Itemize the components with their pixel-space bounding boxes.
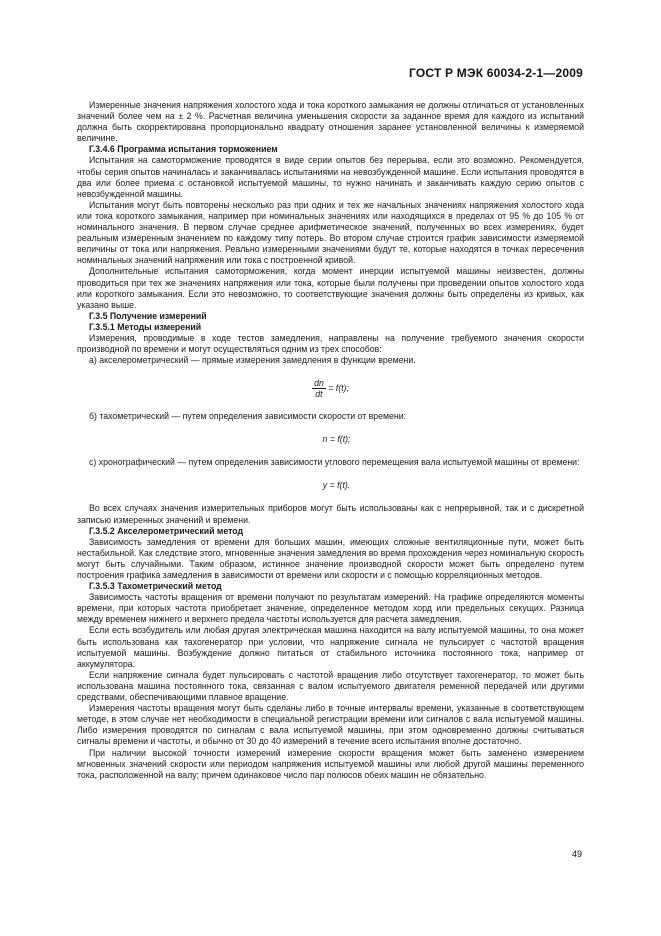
paragraph: Если есть возбудитель или любая другая электрическая машина находится на валу испытуемой машины, то она может быть использована как тахогенератор при условии, что напряжение сигнала не пульсирует с частотой вращения испытуемой машины. Возбуждение должно питаться от стабильного источника постоянного тока, например от аккумулятора. [77, 625, 584, 669]
paragraph: При наличии высокой точности измерений измерение скорости вращения может быть заменено измерением мгновенных значений скорости или периодом напряжения испытуемой машины или любой другой машины переменного тока, расположенной на валу; причем одинаковое число пар полюсов обеих машин не обязательно. [77, 747, 584, 780]
paragraph: Дополнительные испытания самоторможения, когда момент инерции испытуемой машины неизвестен, должны проводиться при тех же значениях напряжения или тока, которые были получены при проведении опытов холостого хода или короткого замыкания. Если это невозможно, то соответствующие значения должны быть определены из кривых, как указано выше. [77, 266, 584, 310]
document-body [77, 100, 584, 781]
list-item: с) хронографический — путем определения зависимости углового перемещения вала испытуемой машины от времени: [89, 457, 580, 468]
paragraph: Измерения частоты вращения могут быть сделаны либо в точные интервалы времени, указанные в соответствующем методе, в этом случае нет необходимости в специальной регистрации времени или сигналов с вала испытуемой машины. Либо измерения проводятся по сигналам с вала испытуемой машины, при этом одновременно должны считываться сигналы времени и частоты, и обычно от 30 до 40 измерений в течение всего испытания вполне достаточно. [77, 703, 584, 747]
section-heading: Г.3.5.2 Акселерометрический метод [89, 525, 244, 536]
section-heading: Г.3.5.1 Методы измерений [89, 321, 202, 332]
derivative-fraction [312, 378, 326, 399]
formula-tachometric: n = f(t); [322, 434, 351, 445]
paragraph: Испытания на самоторможение проводятся в виде серии опытов без перерыва, если это возможно. Рекомендуется, чтобы серия опытов начиналась и заканчивалась испытаниями на невозбужденной машине. Если испытания проводятся в два или более приема с остановкой испытуемой машины, то нужно начинать и заканчивать каждую серию опытов с невозбужденной машины. [77, 155, 584, 199]
standard-code-header: ГОСТ Р МЭК 60034-2-1—2009 [409, 66, 583, 80]
formula-acceleration [77, 378, 584, 399]
page-number: 49 [571, 849, 582, 859]
paragraph: Измерения, проводимые в ходе тестов замедления, направлены на получение требуемого значения скорости производной по времени и могут осуществляться одним из трех способов: [77, 332, 584, 355]
fraction-numerator: dn [314, 378, 324, 389]
paragraph: Измеренные значения напряжения холостого хода и тока короткого замыкания не должны отличаться от установленных значений более чем на ± 2 %. Расчетная величина уменьшения скорости за заданное время для каждого из испытаний должна быть скорректирована пропорционально квадрату отношения заранее установленной величины к измеряемой величине. [77, 100, 584, 144]
fraction-denominator: dt [315, 389, 323, 400]
section-heading: Г.3.4.6 Программа испытания торможением [89, 144, 278, 155]
paragraph: Зависимость частоты вращения от времени получают по результатам измерений. На графике определяются моменты времени, при которых частота приобретает значение, определенное методом хорд или предельных секущих. Разница между временем нижнего и верхнего предела частоты используется для расчета замедления. [77, 592, 584, 625]
formula-chronographic: y = f(t). [322, 480, 351, 491]
section-heading: Г.3.5 Получение измерений [89, 310, 207, 321]
list-item: а) акселерометрический — прямые измерения замедления в функции времени. [89, 355, 416, 366]
paragraph: Во всех случаях значения измерительных приборов могут быть использованы как с непрерывной, так и с дискретной записью измеренных значений и времени. [77, 503, 584, 525]
list-item: б) тахометрический — путем определения зависимости скорости от времени: [89, 411, 407, 422]
formula-rest: = f(t); [325, 383, 349, 394]
section-heading: Г.3.5.3 Тахометрический метод [89, 581, 222, 592]
paragraph: Если напряжение сигнала будет пульсировать с частотой вращения либо отсутствует тахогенератор, то может быть использована машина постоянного тока, связанная с валом испытуемого двигателя ременной передачей или другими средствами, обеспечивающими плавное вращение. [77, 669, 584, 703]
paragraph: Испытания могут быть повторены несколько раз при одних и тех же начальных значениях напряжения холостого хода или тока короткого замыкания, например при номинальных значениях или находящихся в пределах от 95 % до 105 % от номинального значения. В первом случае среднее арифметическое значений, полученных во всех измерениях, будет реальным измеренным значением по каждому типу потерь. Во втором случае строится график зависимости измеряемой величины от тока или напряжения. Реально измеренными значениями будут те, которые находятся в точках пересечения номинальных значений напряжения или тока с построенной кривой. [77, 199, 584, 266]
paragraph: Зависимость замедления от времени для больших машин, имеющих сложные вентиляционные пути, может быть нестабильной. Как следствие этого, мгновенные значения замедления во время прохождения через номинальную скорость могут быть случайными. Таким образом, истинное значение производной скорости может быть определено путем построения графика замедления в зависимости от времени или скорости и с помощью корреляционных методов. [77, 536, 584, 580]
